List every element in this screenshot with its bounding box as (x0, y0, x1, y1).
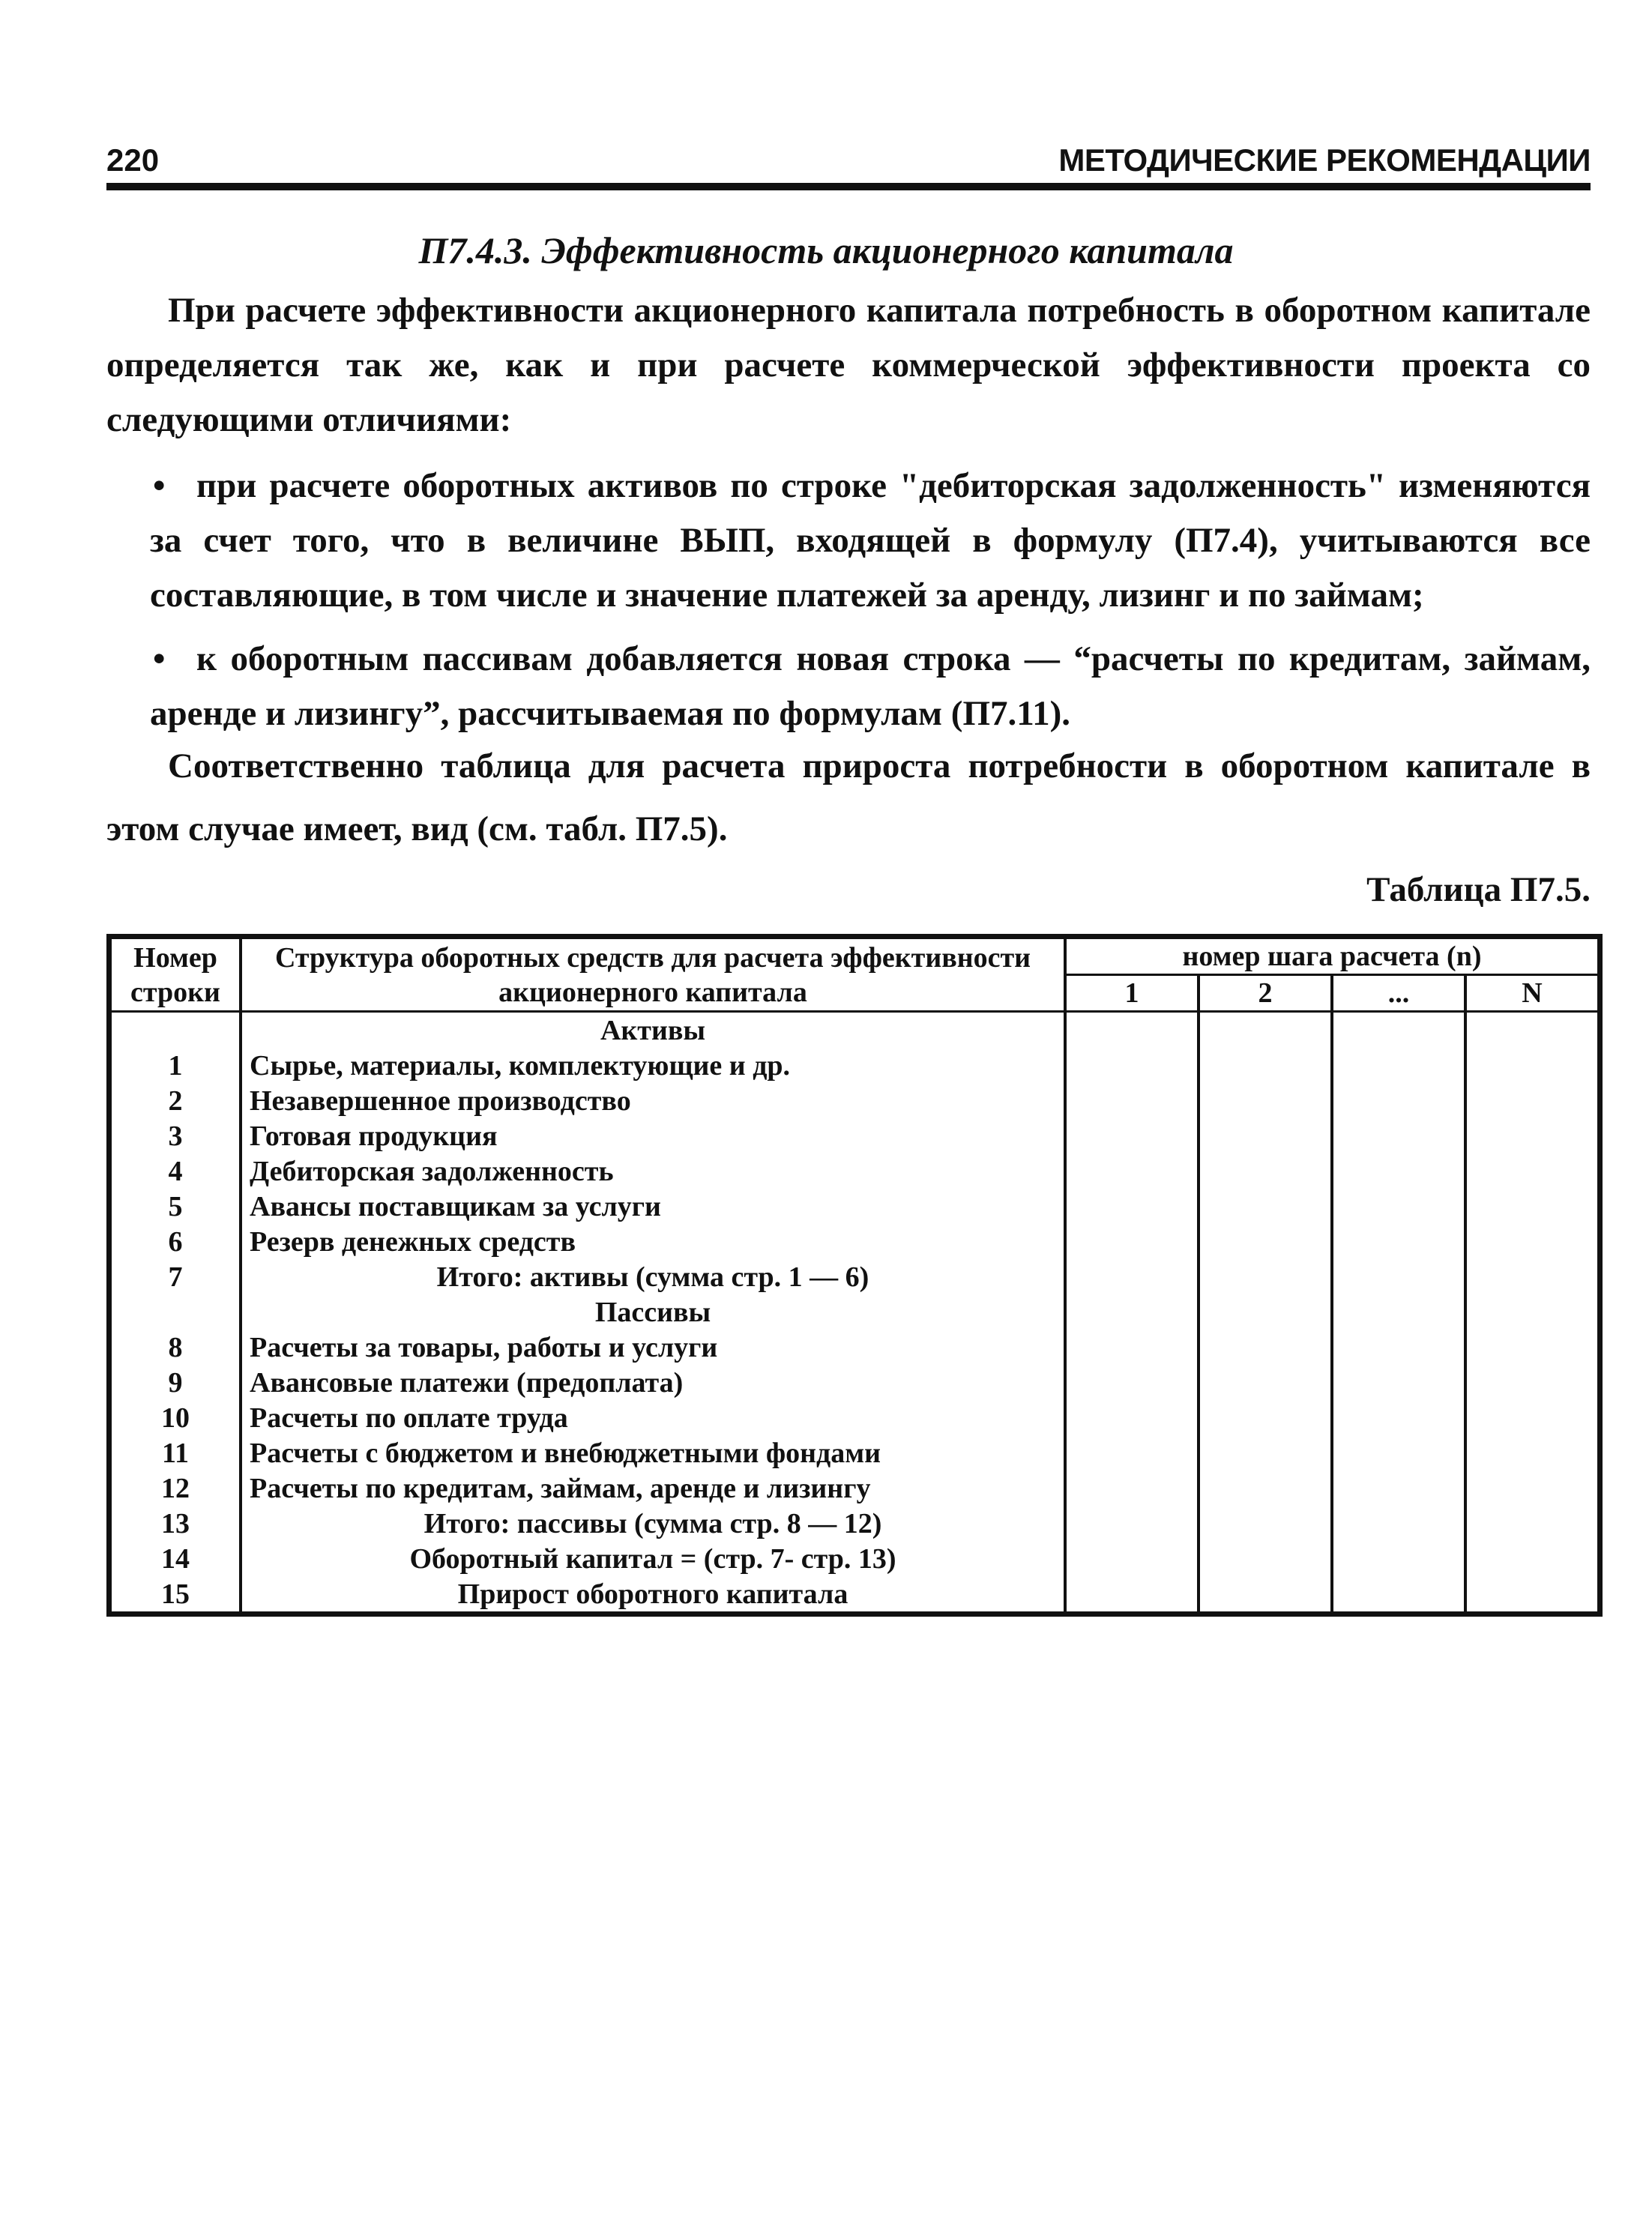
row-label: Резерв денежных средств (241, 1224, 1065, 1259)
step-cell (1065, 1153, 1199, 1189)
step-cell (1199, 1153, 1332, 1189)
bullet-dot-icon: • (153, 639, 166, 678)
step-cell (1465, 1471, 1600, 1506)
row-label: Дебиторская задолженность (241, 1153, 1065, 1189)
step-cell (1332, 1259, 1465, 1294)
table-row (109, 1541, 1600, 1576)
step-cell (1332, 1471, 1465, 1506)
step-cell (1065, 1189, 1199, 1224)
table-row (109, 1330, 1600, 1365)
row-number: 15 (109, 1576, 241, 1614)
row-number: 7 (109, 1259, 241, 1294)
step-cell (1199, 1118, 1332, 1153)
row-label: Расчеты с бюджетом и внебюджетными фондами (241, 1435, 1065, 1471)
col-steps-header: номер шага расчета (n) (1065, 937, 1600, 975)
step-cell (1332, 1118, 1465, 1153)
step-header: N (1465, 975, 1600, 1012)
row-label: Авансовые платежи (предоплата) (241, 1365, 1065, 1400)
step-cell (1199, 1048, 1332, 1083)
step-cell (1332, 1224, 1465, 1259)
bullet-text-1: при расчете оборотных активов по строке "дебиторская задолженность" изменяются за счет того, что в величине ВЫП, входящей в формулу (П7.4), учитываются все составляющие, в том числе и значение платежей за аренду, лизинг и по займам; (150, 466, 1591, 615)
table-row (109, 1118, 1600, 1153)
row-number: 1 (109, 1048, 241, 1083)
step-cell (1065, 1259, 1199, 1294)
step-cell (1199, 1471, 1332, 1506)
row-number (109, 1012, 241, 1049)
row-label: Сырье, материалы, комплектующие и др. (241, 1048, 1065, 1083)
conclusion-paragraph: Соответственно таблица для расчета прироста потребности в оборотном капитале в этом случае имеет, вид (см. табл. П7.5). (106, 746, 1591, 848)
row-number: 14 (109, 1541, 241, 1576)
table-row (109, 1153, 1600, 1189)
section-title: П7.4.3. Эффективность акционерного капитала (418, 229, 1234, 271)
row-number: 13 (109, 1506, 241, 1541)
step-cell (1465, 1224, 1600, 1259)
table-row (109, 1435, 1600, 1471)
row-number: 2 (109, 1083, 241, 1118)
step-cell (1332, 1083, 1465, 1118)
row-label: Расчеты за товары, работы и услуги (241, 1330, 1065, 1365)
step-cell (1199, 1294, 1332, 1330)
row-label: Пассивы (241, 1294, 1065, 1330)
step-cell (1332, 1435, 1465, 1471)
table-row (109, 1259, 1600, 1294)
step-cell (1465, 1012, 1600, 1049)
row-number: 9 (109, 1365, 241, 1400)
header-rule (106, 183, 1591, 190)
table-row (109, 1224, 1600, 1259)
step-cell (1465, 1365, 1600, 1400)
step-cell (1065, 1224, 1199, 1259)
step-cell (1065, 1400, 1199, 1435)
step-cell (1199, 1330, 1332, 1365)
step-cell (1465, 1153, 1600, 1189)
step-cell (1199, 1224, 1332, 1259)
step-cell (1465, 1083, 1600, 1118)
table-row (109, 1365, 1600, 1400)
row-number: 11 (109, 1435, 241, 1471)
step-cell (1332, 1365, 1465, 1400)
step-cell (1199, 1259, 1332, 1294)
step-cell (1332, 1506, 1465, 1541)
row-number (109, 1294, 241, 1330)
step-cell (1465, 1435, 1600, 1471)
table-row (109, 1506, 1600, 1541)
step-cell (1465, 1259, 1600, 1294)
step-cell (1065, 1012, 1199, 1049)
step-cell (1065, 1541, 1199, 1576)
step-cell (1332, 1400, 1465, 1435)
step-cell (1465, 1048, 1600, 1083)
running-title: МЕТОДИЧЕСКИЕ РЕКОМЕНДАЦИИ (1058, 142, 1591, 178)
step-cell (1465, 1118, 1600, 1153)
intro-paragraph: При расчете эффективности акционерного капитала потребность в оборотном капитале определяется так же, как и при расчете коммерческой эффективности проекта со следующими отличиями: (106, 291, 1591, 439)
table-body (109, 1012, 1600, 1614)
step-cell (1065, 1294, 1199, 1330)
row-label: Прирост оборотного капитала (241, 1576, 1065, 1614)
step-cell (1465, 1330, 1600, 1365)
step-cell (1332, 1330, 1465, 1365)
step-cell (1199, 1435, 1332, 1471)
step-cell (1065, 1435, 1199, 1471)
col-num-header: Номер строки (109, 937, 241, 1012)
row-label: Расчеты по оплате труда (241, 1400, 1065, 1435)
step-cell (1332, 1012, 1465, 1049)
row-label: Итого: пассивы (сумма стр. 8 — 12) (241, 1506, 1065, 1541)
working-capital-table (106, 934, 1603, 1617)
step-cell (1332, 1153, 1465, 1189)
step-cell (1199, 1541, 1332, 1576)
step-cell (1065, 1330, 1199, 1365)
step-cell (1065, 1083, 1199, 1118)
step-cell (1199, 1012, 1332, 1049)
bullet-dot-icon: • (153, 466, 166, 505)
step-cell (1065, 1506, 1199, 1541)
row-number: 8 (109, 1330, 241, 1365)
row-number: 5 (109, 1189, 241, 1224)
table-row (109, 1189, 1600, 1224)
step-cell (1065, 1118, 1199, 1153)
step-header: ... (1332, 975, 1465, 1012)
table-row (109, 1083, 1600, 1118)
step-header: 2 (1199, 975, 1332, 1012)
step-header: 1 (1065, 975, 1199, 1012)
row-label: Активы (241, 1012, 1065, 1049)
step-cell (1465, 1189, 1600, 1224)
row-label: Итого: активы (сумма стр. 1 — 6) (241, 1259, 1065, 1294)
row-label: Авансы поставщикам за услуги (241, 1189, 1065, 1224)
table-row (109, 1048, 1600, 1083)
step-cell (1332, 1541, 1465, 1576)
running-header (106, 133, 1591, 186)
table-row (109, 1012, 1600, 1049)
row-label: Расчеты по кредитам, займам, аренде и лизингу (241, 1471, 1065, 1506)
col-struct-header: Структура оборотных средств для расчета эффективности акционерного капитала (241, 937, 1065, 1012)
row-label: Оборотный капитал = (стр. 7- стр. 13) (241, 1541, 1065, 1576)
table-row (109, 1471, 1600, 1506)
row-number: 4 (109, 1153, 241, 1189)
step-cell (1199, 1506, 1332, 1541)
step-cell (1065, 1576, 1199, 1614)
step-cell (1465, 1541, 1600, 1576)
row-number: 6 (109, 1224, 241, 1259)
step-cell (1199, 1576, 1332, 1614)
table-row (109, 1576, 1600, 1614)
step-cell (1199, 1365, 1332, 1400)
step-cell (1465, 1400, 1600, 1435)
row-label: Готовая продукция (241, 1118, 1065, 1153)
step-cell (1065, 1048, 1199, 1083)
row-number: 3 (109, 1118, 241, 1153)
step-cell (1199, 1400, 1332, 1435)
step-cell (1465, 1294, 1600, 1330)
page-number: 220 (106, 142, 160, 178)
table-caption: Таблица П7.5. (1366, 870, 1591, 909)
row-number: 10 (109, 1400, 241, 1435)
table-row (109, 1400, 1600, 1435)
step-cell (1065, 1365, 1199, 1400)
step-cell (1199, 1083, 1332, 1118)
step-cell (1332, 1048, 1465, 1083)
bullet-text-2: к оборотным пассивам добавляется новая строка — “расчеты по кредитам, займам, аренде и лизингу”, рассчитываемая по формулам (П7.11). (150, 639, 1591, 733)
row-label: Незавершенное производство (241, 1083, 1065, 1118)
row-number: 12 (109, 1471, 241, 1506)
step-cell (1065, 1471, 1199, 1506)
table-row (109, 1294, 1600, 1330)
bullet-item-1 (106, 459, 1591, 623)
step-cell (1465, 1576, 1600, 1614)
step-cell (1332, 1576, 1465, 1614)
step-cell (1199, 1189, 1332, 1224)
step-cell (1465, 1506, 1600, 1541)
bullet-item-2 (106, 632, 1591, 741)
step-cell (1332, 1189, 1465, 1224)
step-cell (1332, 1294, 1465, 1330)
